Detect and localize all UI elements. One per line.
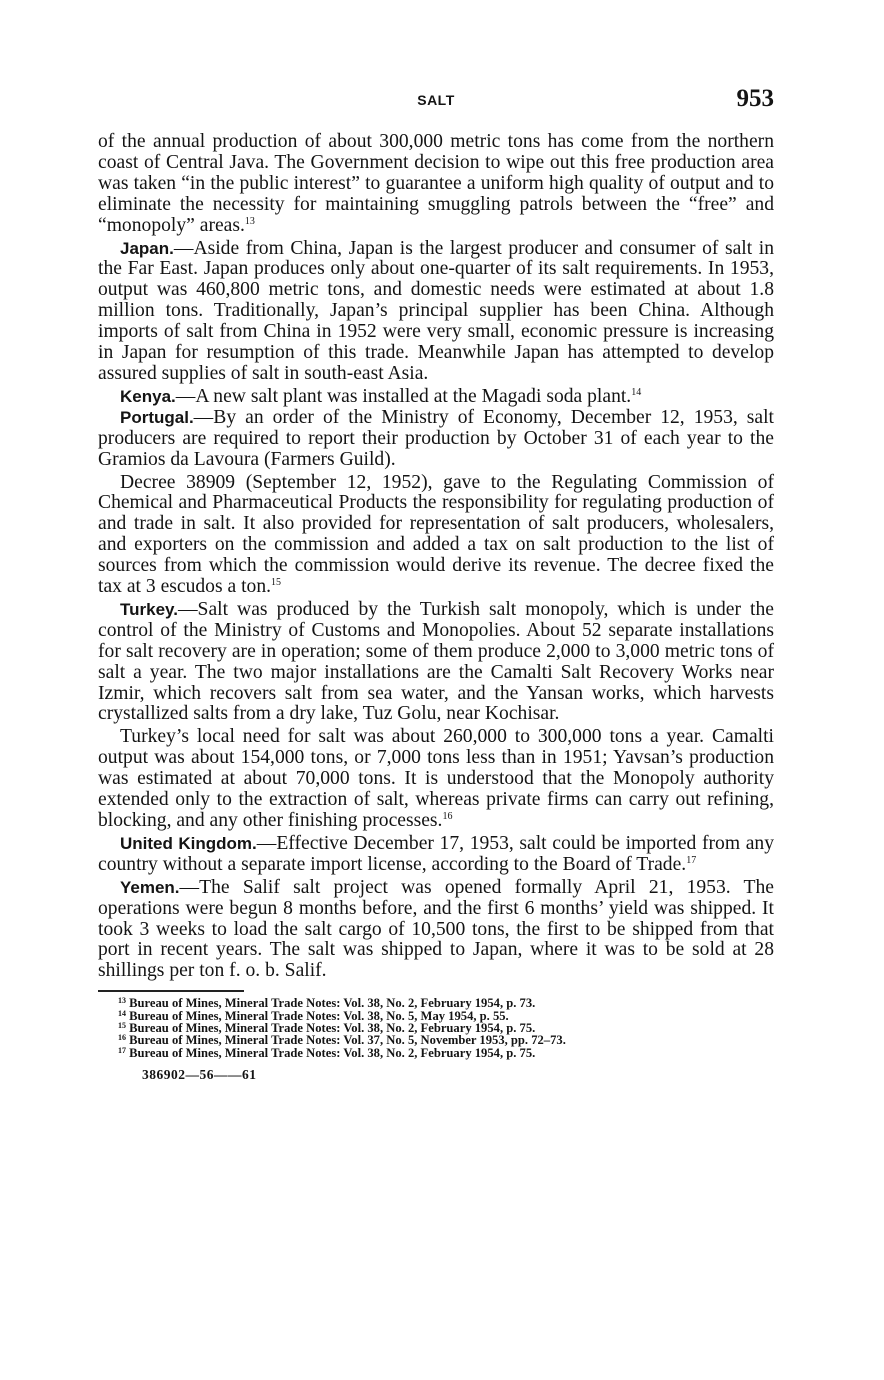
footnote-number: 15 xyxy=(118,1021,126,1031)
paragraph-text: —Aside from China, Japan is the largest producer and consumer of salt in the Far East. Japan produces only about one-quarter of its salt requirements. In 1953, output was 460,800 metric tons, and domestic needs were estimated at about 1.8 million tons. Traditionally, Japan’s principal supplier has been China. Although imports of salt from China in 1952 were very small, economic pressure is increasing in Japan for resumption of this trade. Meanwhile Japan has attempted to develop assured supplies of salt in south-east Asia. xyxy=(98,237,774,384)
paragraph-yemen xyxy=(98,878,774,983)
paragraph-kenya xyxy=(98,387,774,408)
running-head xyxy=(98,86,774,132)
country-heading-yemen: Yemen. xyxy=(120,877,180,897)
paragraph-text: of the annual production of about 300,000 metric tons has come from the northern coast of Central Java. The Government decision to wipe out this free production area was taken “in the public interest” to guarantee a uniform high quality of output and to eliminate the necessity for maintaining smuggling patrols between the “free” and “monopoly” areas. xyxy=(98,131,774,236)
paragraph-text: Decree 38909 (September 12, 1952), gave to the Regulating Commission of Chemical and Pharmaceutical Products the responsibility for regulating production of and trade in salt. It also provided for representation of salt producers, wholesalers, and exporters on the commission and added a tax on salt production to the list of sources from which the commission would derive its revenue. The decree fixed the tax at 3 escudos a ton. xyxy=(98,471,774,598)
footnotes xyxy=(98,997,774,1059)
footnote-text: Bureau of Mines, Mineral Trade Notes: Vol. 38, No. 2, February 1954, p. 75. xyxy=(129,1021,536,1036)
paragraph-japan xyxy=(98,239,774,385)
paragraph-turkey-need xyxy=(98,727,774,832)
paragraph-text: Turkey’s local need for salt was about 260,000 to 300,000 tons a year. Camalti output was about 154,000 tons, or 7,000 tons less than in 1951; Yavsan’s production was estimated at about 70,000 tons. It is understood that the Monopoly authority extended only to the extraction of salt, whereas private firms can carry out refining, blocking, and any other finishing processes. xyxy=(98,726,774,831)
footnote-text: Bureau of Mines, Mineral Trade Notes: Vol. 38, No. 2, February 1954, p. 75. xyxy=(129,1045,536,1060)
printer-imprint: 386902—56——61 xyxy=(142,1067,257,1083)
country-heading-portugal: Portugal. xyxy=(120,407,194,427)
footnote-number: 17 xyxy=(118,1045,126,1055)
footnote-text: Bureau of Mines, Mineral Trade Notes: Vol. 37, No. 5, November 1953, pp. 72–73. xyxy=(129,1033,566,1048)
footnote-reference: 15 xyxy=(271,577,282,589)
footnote-text: Bureau of Mines, Mineral Trade Notes: Vol. 38, No. 5, May 1954, p. 55. xyxy=(129,1008,509,1023)
page-number: 953 xyxy=(736,85,774,112)
country-heading-kenya: Kenya. xyxy=(120,386,176,406)
footnote-reference: 16 xyxy=(442,811,453,822)
footnote-text: Bureau of Mines, Mineral Trade Notes: Vol. 38, No. 2, February 1954, p. 73. xyxy=(129,996,536,1011)
footnote-reference: 14 xyxy=(631,386,642,398)
paragraph-turkey xyxy=(98,600,774,725)
paragraph-text: —The Salif salt project was opened formally April 21, 1953. The operations were begun 8 months before, and the first 6 months’ yield was shipped. It took 3 weeks to load the salt cargo of 10,500 tons, the first to be shipped from that port in recent years. The salt was shipped to Japan, where it was to be sold at 28 shillings per ton f. o. b. Salif. xyxy=(98,876,774,982)
country-heading-united-kingdom: United Kingdom. xyxy=(120,833,257,853)
document-page xyxy=(98,86,774,1083)
footnote xyxy=(118,1047,774,1059)
paragraph-united-kingdom xyxy=(98,834,774,876)
body-text xyxy=(98,132,774,982)
country-heading-turkey: Turkey. xyxy=(120,599,178,619)
country-heading-japan: Japan. xyxy=(120,238,174,258)
footnote-divider xyxy=(98,990,244,992)
footnote-number: 16 xyxy=(118,1033,126,1043)
footnote-number: 14 xyxy=(118,1008,126,1018)
paragraph-text: —A new salt plant was installed at the Magadi soda plant. xyxy=(175,385,632,407)
footnote-reference: 17 xyxy=(686,854,697,866)
footnote-number: 13 xyxy=(118,996,126,1006)
footnote-reference: 13 xyxy=(244,215,255,227)
paragraph-text: —Effective December 17, 1953, salt could be imported from any country without a separate import license, according to the Board of Trade. xyxy=(98,832,774,875)
paragraph-portugal xyxy=(98,408,774,471)
paragraph-text: —By an order of the Ministry of Economy, December 12, 1953, salt producers are required to report their production by October 31 of each year to the Gramios da Lavoura (Farmers Guild). xyxy=(98,406,774,470)
running-title: SALT xyxy=(417,92,455,108)
paragraph-java-continued xyxy=(98,132,774,237)
paragraph-portugal-decree xyxy=(98,473,774,598)
paragraph-text: —Salt was produced by the Turkish salt monopoly, which is under the control of the Ministry of Customs and Monopolies. About 52 separate installations for salt recovery are in operation; some of them produce 2,000 to 3,000 metric tons of salt a year. The two major installations are the Camalti Salt Recovery Works near Izmir, which recovers salt from sea water, and the Yansan works, which harvests crystallized salts from a dry lake, Tuz Golu, near Kochisar. xyxy=(98,598,774,725)
